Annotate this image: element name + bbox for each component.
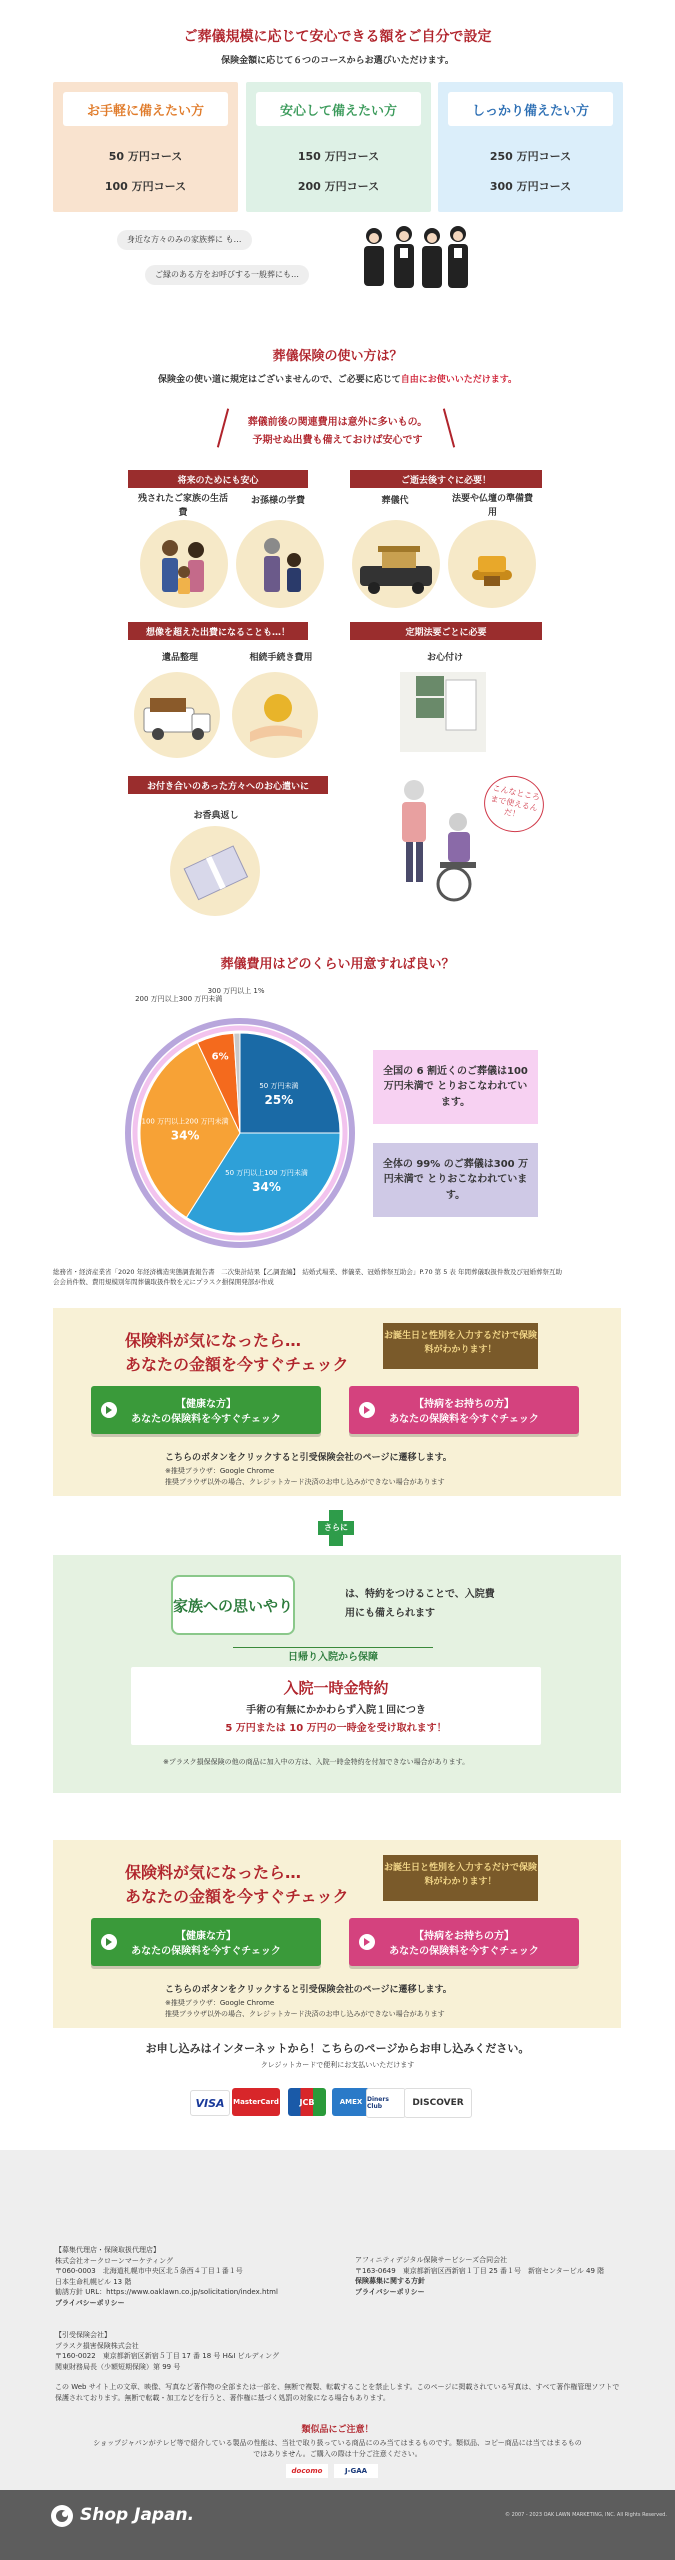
category-return-gift: お付き合いのあった方々へのお心遣いに bbox=[128, 776, 328, 794]
discover-icon: DISCOVER bbox=[404, 2088, 472, 2118]
agency-head: 【募集代理店・保険取扱代理店】 bbox=[55, 2246, 160, 2254]
rider-ribbon: 日帰り入院から保障 bbox=[233, 1647, 433, 1669]
coin-hand-illustration bbox=[232, 672, 318, 758]
category-unexpected: 想像を超えた出費になることも…！ bbox=[128, 622, 308, 640]
item-label: お孫様の学費 bbox=[250, 496, 305, 506]
elderly-couple-illustration bbox=[388, 768, 498, 908]
browser-note-1: ※推奨ブラウザ：Google Chrome bbox=[165, 1999, 275, 2007]
rider-panel bbox=[53, 1555, 621, 1793]
privacy-policy-link[interactable]: プライバシーポリシー bbox=[55, 2298, 125, 2307]
agency-line: 日本生命札幌ビル 13 階 bbox=[55, 2277, 132, 2286]
arrow-right-icon bbox=[359, 1934, 375, 1950]
item-label: 残されたご家族の生活費 bbox=[138, 494, 229, 518]
plan-card-light bbox=[53, 82, 238, 212]
slice-category-label: 50 万円未満 bbox=[259, 1082, 299, 1091]
plus-label: さらに bbox=[324, 1523, 348, 1532]
healthy-check-button[interactable] bbox=[91, 1386, 321, 1434]
slice-category-label: 50 万円以上100 万円未満 bbox=[225, 1169, 308, 1178]
agency-line: 〒060-0003 北海道札幌市中央区北５条西４丁目１番１号 bbox=[55, 2267, 243, 2275]
grandchild-illustration bbox=[236, 520, 324, 608]
copyright: © 2007 - 2023 OAK LAWN MARKETING, INC. All Rights Reserved. bbox=[505, 2512, 667, 2518]
slice-value-label: 34% bbox=[252, 1180, 281, 1195]
arrow-right-icon bbox=[359, 1402, 375, 1418]
item-label: 遺品整理 bbox=[161, 653, 198, 663]
plan-course: 200 万円コース bbox=[297, 180, 380, 193]
slice-value-label: 34% bbox=[170, 1128, 200, 1143]
solicitation-policy-link[interactable]: 保険募集に関する方針 bbox=[355, 2277, 425, 2285]
cta-panel-1 bbox=[53, 1308, 621, 1496]
arrow-right-icon bbox=[101, 1934, 117, 1950]
mourners-illustration bbox=[352, 222, 477, 292]
diners-icon: Diners Club bbox=[366, 2088, 406, 2118]
gift-box-illustration bbox=[170, 826, 260, 916]
plan-label: 安心して備えたい方 bbox=[256, 92, 421, 126]
category-after-death: ご逝去後すぐに必要！ bbox=[350, 470, 542, 488]
category-future: 将来のためにも安心 bbox=[128, 470, 308, 488]
section3-title: 葬儀費用はどのくらい用意すれば良い？ bbox=[220, 957, 455, 972]
rider-box-line2: 5 万円または 10 万円の一時金を受け取れます！ bbox=[225, 1723, 447, 1734]
footer bbox=[0, 2150, 675, 2560]
plan-course: 50 万円コース bbox=[108, 150, 183, 163]
rider-box bbox=[131, 1667, 541, 1745]
slice-external-label: 200 万円以上300 万円未満 bbox=[135, 994, 223, 1003]
slash-text-2: 予期せぬ出費も備えておけば安心です bbox=[252, 435, 423, 446]
slash-text bbox=[230, 414, 445, 450]
insurer-line: 関東財務局長（少額短期保険）第 99 号 bbox=[55, 2362, 181, 2371]
altar-illustration bbox=[448, 520, 536, 608]
section2-subtitle-b: 自由にお使いいただけます。 bbox=[400, 375, 518, 385]
browser-note-2: 推奨ブラウザ以外の場合、クレジットカード決済のお申し込みができない場合があります bbox=[165, 2010, 445, 2018]
shop-japan-emblem-icon bbox=[50, 2504, 74, 2528]
slash-left bbox=[217, 408, 229, 447]
item-label: 相続手続き費用 bbox=[249, 653, 313, 663]
slice-value-label: 25% bbox=[264, 1093, 294, 1108]
plan-course: 300 万円コース bbox=[489, 180, 572, 193]
rider-box-title: 入院一時金特約 bbox=[283, 1679, 389, 1697]
cta-heading-1: 保険料が気になったら… bbox=[125, 1331, 302, 1350]
belongings-truck-illustration bbox=[134, 672, 220, 758]
callout-300man: 全体の 99% のご葬儀は300 万円未満で とりおこなわれています。 bbox=[373, 1143, 538, 1217]
browser-note-2: 推奨ブラウザ以外の場合、クレジットカード決済のお申し込みができない場合があります bbox=[165, 1478, 445, 1486]
chronic-label-2: あなたの保険料を今すぐチェック bbox=[389, 1946, 539, 1957]
plan-course: 150 万円コース bbox=[297, 150, 380, 163]
category-memorial: 定期法要ごとに必要 bbox=[350, 622, 542, 640]
slice-category-label: 100 万円以上200 万円未満 bbox=[141, 1117, 229, 1126]
affinity-line: 〒163-0649 東京都新宿区西新宿１丁目 25 番１号 新宿センタービル 49 階 bbox=[355, 2266, 605, 2275]
funeral-cost-illustration bbox=[352, 520, 440, 608]
agency-block bbox=[55, 2245, 315, 2308]
imitation-warning-text: ショップジャパンがテレビ等で紹介している製品の性能は、当社で取り扱っている商品にのみ当てはまるものです。類似品、コピー商品には当てはまるものではありません。ご購入の際は十分ご注意ください。 bbox=[93, 2439, 582, 2458]
docomo-logo: docomo bbox=[286, 2464, 328, 2478]
cta-heading-2: あなたの金額を今すぐチェック bbox=[125, 1887, 349, 1906]
envelope-illustration bbox=[400, 672, 486, 752]
arrow-right-icon bbox=[101, 1402, 117, 1418]
privacy-policy-link[interactable]: プライバシーポリシー bbox=[355, 2287, 425, 2296]
affinity-block bbox=[355, 2255, 630, 2297]
healthy-label-2: あなたの保険料を今すぐチェック bbox=[131, 1414, 281, 1425]
section2-subtitle bbox=[0, 372, 675, 385]
rider-note: ※プラスク損保保険の他の商品に加入中の方は、入院一時金特約を付加できない場合があります。 bbox=[163, 1758, 470, 1766]
cta-badge: お誕生日と性別を入力するだけで保険料がわかります！ bbox=[383, 1323, 538, 1369]
item-label: お香典返し bbox=[193, 811, 239, 821]
cta-panel-2 bbox=[53, 1840, 621, 2028]
cta-heading-1: 保険料が気になったら… bbox=[125, 1863, 302, 1882]
insurer-head: 【引受保険会社】 bbox=[55, 2331, 111, 2339]
section1-subtitle: 保険金額に応じて６つのコースからお選びいただけます。 bbox=[221, 56, 454, 66]
agency-line: 株式会社オークローンマーケティング bbox=[55, 2256, 174, 2265]
insurer-block bbox=[55, 2330, 355, 2372]
healthy-label-1: 【健康な方】 bbox=[176, 1931, 236, 1942]
chronic-label-1: 【持病をお持ちの方】 bbox=[414, 1931, 514, 1942]
insurer-line: プラスク損害保険株式会社 bbox=[55, 2341, 139, 2350]
chronic-check-button[interactable] bbox=[349, 1918, 579, 1966]
mastercard-icon: MasterCard bbox=[232, 2088, 280, 2116]
item-label: 法要や仏壇の準備費用 bbox=[451, 494, 533, 518]
chart-source: 総務省・経済産業省「2020 年経済構造実態調査報告書 二次集計結果【乙調査編】 結婚式場業、葬儀業、冠婚葬祭互助会」P.70 第 5 表 年間葬儀取扱件数及び冠婚葬祭互助会会員件数、費用規模別年間葬儀取扱件数を元にプラスク損保開発部が作成 bbox=[53, 1268, 563, 1286]
visa-icon: VISA bbox=[190, 2090, 230, 2116]
cta-note: こちらのボタンをクリックすると引受保険会社のページに遷移します。 bbox=[165, 1453, 452, 1463]
rider-intro: は、特約をつけることで、入院費用にも備えられます bbox=[345, 1589, 495, 1619]
solicitation-link[interactable]: 勧誘方針 URL：https://www.oaklawn.co.jp/solicitation/index.html bbox=[55, 2288, 278, 2296]
browser-note-1: ※推奨ブラウザ：Google Chrome bbox=[165, 1467, 275, 1475]
cta-note: こちらのボタンをクリックすると引受保険会社のページに遷移します。 bbox=[165, 1985, 452, 1995]
apply-subtitle: クレジットカードで便利にお支払いいただけます bbox=[260, 2061, 415, 2069]
insurer-line: 〒160-0022 東京都新宿区新宿５丁目 17 番 18 号 H&I ビルディング bbox=[55, 2352, 279, 2360]
copyright-note: この Web サイト上の文章、映像、写真など著作物の全部または一部を、無断で複製、転載することを禁止します。このページに掲載されている写真は、すべて著作権管理ソフトで保護されております。無断で転載・加工などを行うと、著作権に基づく処罰の対象になる場合もあります。 bbox=[55, 2383, 620, 2402]
slice-external-label: 300 万円以上 1% bbox=[207, 987, 265, 996]
plan-card-full bbox=[438, 82, 623, 212]
section2-subtitle-a: 保険金の使い道に規定はございませんので、ご必要に応じて bbox=[157, 375, 401, 385]
rider-box-line1: 手術の有無にかかわらず入院１回につき bbox=[246, 1705, 426, 1716]
footer-bar bbox=[0, 2490, 675, 2560]
shop-japan-logo[interactable]: Shop Japan. bbox=[80, 2505, 195, 2525]
speech-bubble: こんなところまで使えるんだ！ bbox=[479, 770, 549, 837]
funeral-cost-pie-chart bbox=[100, 987, 370, 1245]
cta-heading-2: あなたの金額を今すぐチェック bbox=[125, 1355, 349, 1374]
plan-card-middle bbox=[246, 82, 431, 212]
healthy-label-1: 【健康な方】 bbox=[176, 1399, 236, 1410]
slice-value-label: 6% bbox=[211, 1051, 229, 1063]
plan-course: 250 万円コース bbox=[489, 150, 572, 163]
plan-label: しっかり備えたい方 bbox=[448, 92, 613, 126]
healthy-check-button[interactable] bbox=[91, 1918, 321, 1966]
affinity-head: アフィニティデジタル保険サービシーズ合同会社 bbox=[355, 2256, 508, 2264]
healthy-label-2: あなたの保険料を今すぐチェック bbox=[131, 1946, 281, 1957]
chronic-label-1: 【持病をお持ちの方】 bbox=[414, 1399, 514, 1410]
item-label: 葬儀代 bbox=[381, 496, 409, 506]
family-illustration bbox=[140, 520, 228, 608]
imitation-warning-title: 類似品にご注意！ bbox=[301, 2425, 374, 2435]
chronic-check-button[interactable] bbox=[349, 1386, 579, 1434]
general-funeral-pill: ご縁のある方をお呼びする一般葬にも… bbox=[145, 265, 309, 285]
cta-badge: お誕生日と性別を入力するだけで保険料がわかります！ bbox=[383, 1855, 538, 1901]
section2-title: 葬儀保険の使い方は？ bbox=[272, 349, 403, 364]
rider-logo: 家族への思いやり bbox=[171, 1575, 295, 1635]
item-label: お心付け bbox=[426, 653, 463, 663]
slash-text-1: 葬儀前後の関連費用は意外に多いもの。 bbox=[247, 417, 428, 428]
apply-title: お申し込みはインターネットから！こちらのページからお申し込みください。 bbox=[145, 2042, 530, 2055]
jgaa-logo: J-GAA bbox=[334, 2464, 378, 2478]
amex-icon: AMEX bbox=[332, 2088, 370, 2116]
plan-course: 100 万円コース bbox=[104, 180, 187, 193]
callout-100man: 全国の 6 割近くのご葬儀は100 万円未満で とりおこなわれています。 bbox=[373, 1050, 538, 1124]
jcb-icon: JCB bbox=[288, 2088, 326, 2116]
section1-title: ご葬儀規模に応じて安心できる額をご自分で設定 bbox=[183, 29, 492, 45]
chronic-label-2: あなたの保険料を今すぐチェック bbox=[389, 1414, 539, 1425]
plan-label: お手軽に備えたい方 bbox=[63, 92, 228, 126]
family-funeral-pill: 身近な方々のみの家族葬に も… bbox=[117, 230, 252, 250]
